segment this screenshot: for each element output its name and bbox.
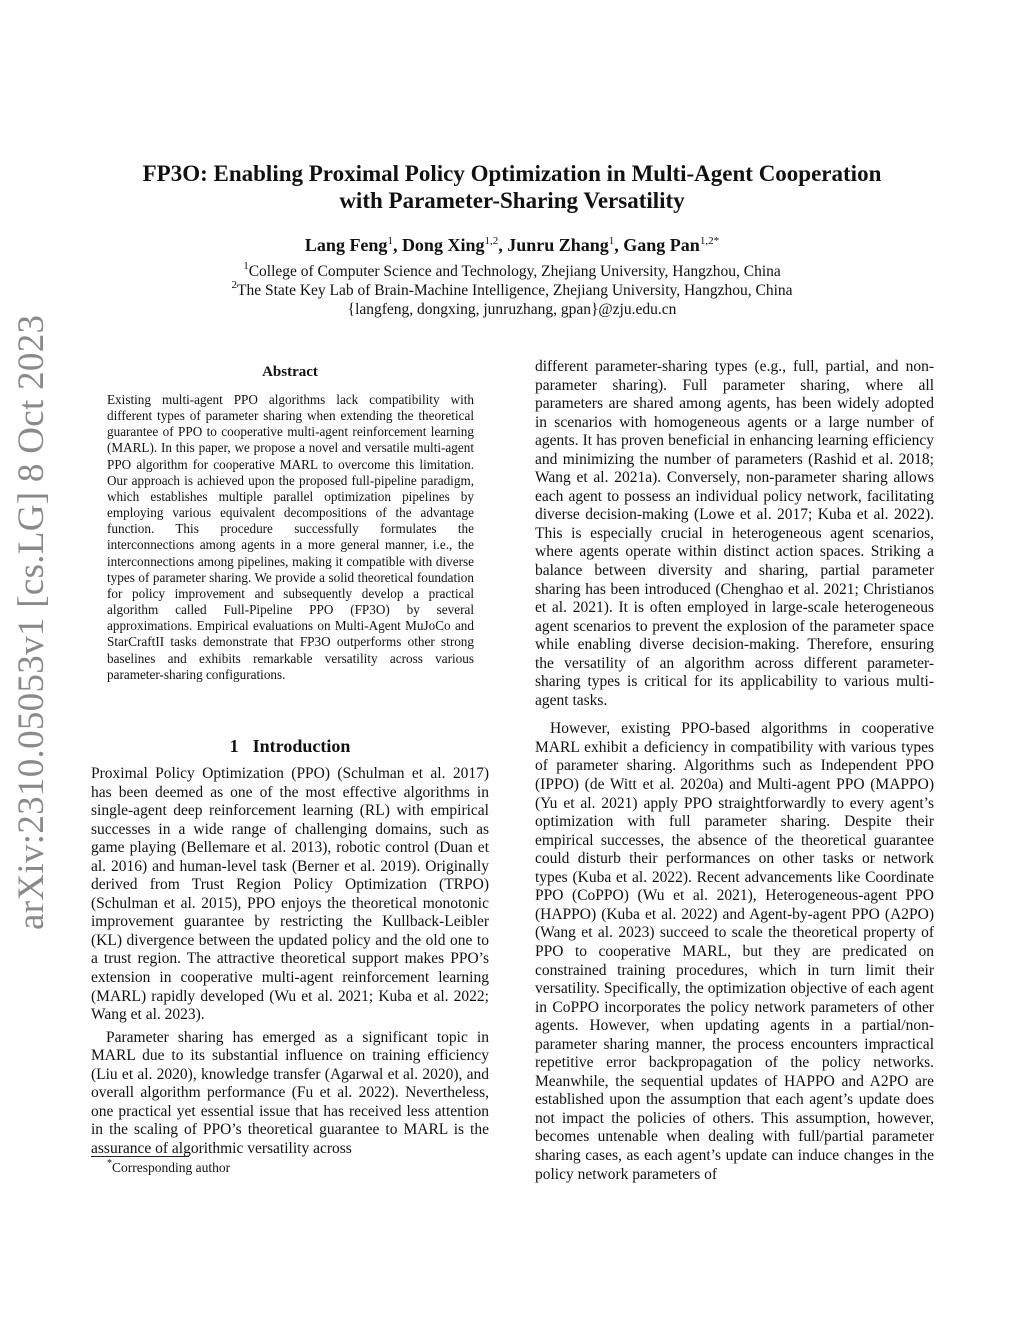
abstract-heading: Abstract (262, 364, 318, 380)
footnote-mark: * (107, 1158, 112, 1169)
introduction-right-column (535, 358, 934, 1184)
affiliations (80, 262, 944, 319)
section-number: 1 (229, 736, 239, 756)
body-paragraph: Parameter sharing has emerged as a significant topic in MARL due to its substantial influence on training efficiency (Liu et al. 2020), knowledge transfer (Agarwal et al. 2020), and overall algorithm performance (Fu et al. 2022). Nevertheless, one practical yet essential issue that has received less attention in the scaling of PPO’s theoretical guarantee to MARL is the assurance of algorithmic versatility across (91, 1028, 489, 1157)
footnote-text: Corresponding author (112, 1160, 231, 1175)
affiliation-line (80, 281, 944, 300)
section-heading-introduction (91, 736, 489, 757)
affiliation-text: College of Computer Science and Technology, Zhejiang University, Hangzhou, China (248, 263, 781, 280)
affiliation-mark: 2 (231, 279, 237, 291)
arxiv-identifier: arXiv:2310.05053v1 [cs.LG] 8 Oct 2023 (11, 314, 52, 930)
affiliation-text: The State Key Lab of Brain-Machine Intelligence, Zhejiang University, Hangzhou, China (236, 282, 793, 299)
introduction-left-column (91, 765, 489, 1158)
body-paragraph: However, existing PPO-based algorithms in cooperative MARL exhibit a deficiency in compatibility with various types of parameter sharing. Algorithms such as Independent PPO (IPPO) (de Witt et al. 2020a) and Multi-agent PPO (MAPPO) (Yu et al. 2021) apply PPO straightforwardly to every agent’s optimization with full parameter sharing. Despite their empirical successes, the absence of the theoretical guarantee could disturb their performances on other tasks or network types (Kuba et al. 2022). Recent advancements like Coordinate PPO (CoPPO) (Wu et al. 2021), Heterogeneous-agent PPO (HAPPO) (Kuba et al. 2022) and Agent-by-agent PPO (A2PO) (Wang et al. 2023) succeed to scale the theoretical property of PPO to cooperative MARL, but they are predicated on constrained training procedures, which in turn limit their versatility. Specifically, the optimization objective of each agent in CoPPO incorporates the policy network parameters of other agents. However, when updating agents in a partial/non-parameter sharing manner, the process encounters impractical repetitive error backpropagation of the policy networks. Meanwhile, the sequential updates of HAPPO and A2PO are established upon the assumption that each agent’s update does not impact the policies of others. This assumption, however, becomes untenable when dealing with full/partial parameter sharing cases, as each agent’s update can induce changes in the policy network parameters of (535, 720, 934, 1183)
body-paragraph: different parameter-sharing types (e.g., full, partial, and non-parameter sharing). Full parameter sharing, where all parameters are shared among agents, has been widely adopted in scenarios with homogeneous agents or a large number of agents. It has proven beneficial in enhancing learning efficiency and minimizing the number of parameters (Rashid et al. 2018; Wang et al. 2021a). Conversely, non-parameter sharing allows each agent to possess an individual policy network, facilitating diverse decision-making (Lowe et al. 2017; Kuba et al. 2022). This is especially crucial in heterogeneous agent scenarios, where agents operate within distinct action spaces. Striking a balance between diversity and sharing, partial parameter sharing has been introduced (Chenghao et al. 2021; Christianos et al. 2021). It is often employed in large-scale heterogeneous agent scenarios to prevent the explosion of the parameter space while enabling diverse decision-making. Therefore, ensuring the versatility of an algorithm across different parameter-sharing types is critical for its applicability to various multi-agent tasks. (535, 358, 934, 709)
author-affiliation-mark: 1 (608, 235, 615, 247)
title-line-1: FP3O: Enabling Proximal Policy Optimization in Multi-Agent Cooperation (142, 161, 882, 186)
author-name: Lang Feng (304, 235, 388, 255)
section-title: Introduction (252, 736, 351, 756)
affiliation-line (80, 262, 944, 281)
footnote-divider (91, 1156, 189, 1157)
author-emails: {langfeng, dongxing, junruzhang, gpan}@zju.edu.cn (347, 301, 677, 318)
author-name: Gang Pan (623, 235, 700, 255)
author-list: Lang Feng$^1$, Dong Xing$^{1,2}$, Junru Zhang$^1$, Gang Pan$^{1,2*}$ (304, 235, 720, 255)
author-name: Junru Zhang (507, 235, 609, 255)
paper-title (80, 160, 944, 214)
author-affiliation-mark: 1,2 (484, 235, 499, 247)
abstract-text: Existing multi-agent PPO algorithms lack compatibility with different types of parameter sharing when extending the theoretical guarantee of PPO to cooperative multi-agent reinforcement learning (MARL). In this paper, we propose a novel and versatile multi-agent PPO algorithm for cooperative MARL to overcome this limitation. Our approach is achieved upon the proposed full-pipeline paradigm, which establishes multiple parallel optimization pipelines by employing various equivalent decompositions of the advantage function. This procedure successfully formulates the interconnections among agents in a more general manner, i.e., the interconnections among pipelines, making it compatible with diverse types of parameter sharing. We provide a solid theoretical foundation for policy improvement and subsequently develop a practical algorithm called Full-Pipeline PPO (FP3O) by several approximations. Empirical evaluations on Multi-Agent MuJoCo and StarCraftII tasks demonstrate that FP3O outperforms other strong baselines and exhibits remarkable versatility across various parameter-sharing configurations. (107, 392, 474, 682)
author-name: Dong Xing (401, 235, 485, 255)
footnote (107, 1160, 230, 1176)
title-line-2: with Parameter-Sharing Versatility (339, 188, 685, 213)
affiliation-mark: 1 (243, 260, 249, 272)
body-paragraph: Proximal Policy Optimization (PPO) (Schulman et al. 2017) has been deemed as one of the most effective algorithms in single-agent deep reinforcement learning (RL) with empirical successes in a wide range of challenging domains, such as game playing (Bellemare et al. 2013), robotic control (Duan et al. 2016) and human-level task (Berner et al. 2019). Originally derived from Trust Region Policy Optimization (TRPO) (Schulman et al. 2015), PPO enjoys the theoretical monotonic improvement guarantee by restricting the Kullback-Leibler (KL) divergence between the updated policy and the old one to a trust region. The attractive theoretical support makes PPO’s extension in cooperative multi-agent reinforcement learning (MARL) rapidly developed (Wu et al. 2021; Kuba et al. 2022; Wang et al. 2023). (91, 765, 489, 1024)
author-affiliation-mark: 1,2* (699, 235, 720, 247)
author-affiliation-mark: 1 (387, 235, 393, 247)
